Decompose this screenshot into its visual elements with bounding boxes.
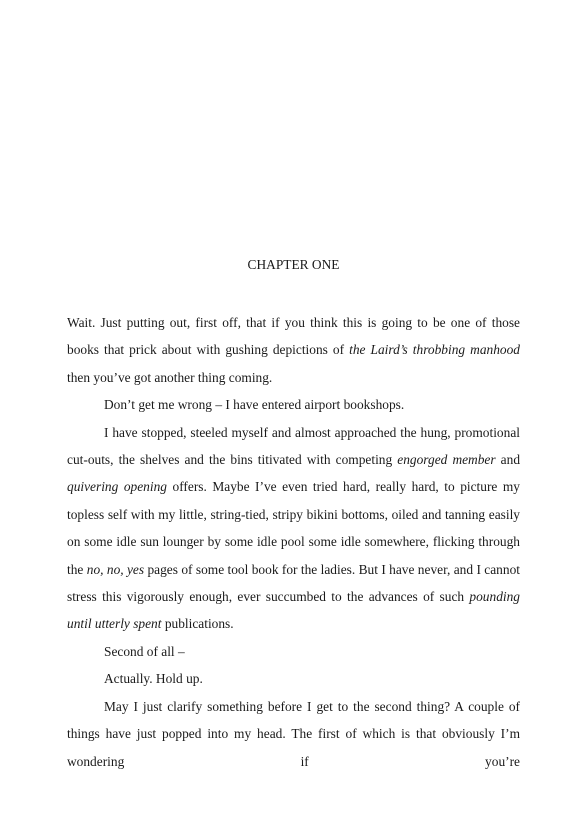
text-span: Don’t get me wrong – I have entered airport bookshops. bbox=[104, 397, 405, 413]
text-span: pages of some tool book for the ladies. But I have never, and I cannot stress this vigorously enough, ever succumbed to the advances of such bbox=[67, 561, 520, 605]
text-span: Second of all – bbox=[104, 643, 185, 659]
paragraph-5 bbox=[67, 665, 520, 692]
body-text bbox=[67, 309, 520, 775]
text-span: Actually. Hold up. bbox=[104, 671, 203, 687]
text-span: Wait. Just putting out, first off, that if you think this is going to be one of those books that prick about with gushing depictions of bbox=[67, 315, 520, 358]
paragraph-2 bbox=[67, 391, 520, 418]
italic-text-span: quivering opening bbox=[67, 479, 167, 495]
italic-text-span: pounding until utterly spent bbox=[67, 589, 520, 632]
chapter-title: CHAPTER ONE bbox=[247, 257, 340, 272]
text-span: May I just clarify something before I get to the second thing? A couple of things have just popped into my head. The first of which is that obviously I’m wondering if you’re bbox=[67, 698, 520, 769]
text-span: I have stopped, steeled myself and almost approached the hung, promotional cut-outs, the shelves and the bins titivated with competing bbox=[67, 424, 520, 468]
paragraph-3 bbox=[67, 419, 520, 638]
italic-text-span: no, no, yes bbox=[86, 561, 145, 577]
text-span: and bbox=[495, 452, 521, 468]
paragraph-4 bbox=[67, 638, 520, 665]
text-span: publications. bbox=[161, 616, 234, 632]
paragraph-6 bbox=[67, 693, 520, 775]
text-span: offers. Maybe I’ve even tried hard, really hard, to picture my topless self with my little, string-tied, stripy bikini bottoms, oiled and tanning easily on some idle sun lounger by some idle pool some idle somewhere, flicking through the bbox=[67, 479, 520, 577]
italic-text-span: engorged member bbox=[397, 452, 496, 468]
paragraph-1 bbox=[67, 309, 520, 391]
italic-text-span: the Laird’s throbbing manhood bbox=[349, 342, 520, 358]
text-span: then you’ve got another thing coming. bbox=[67, 369, 273, 385]
